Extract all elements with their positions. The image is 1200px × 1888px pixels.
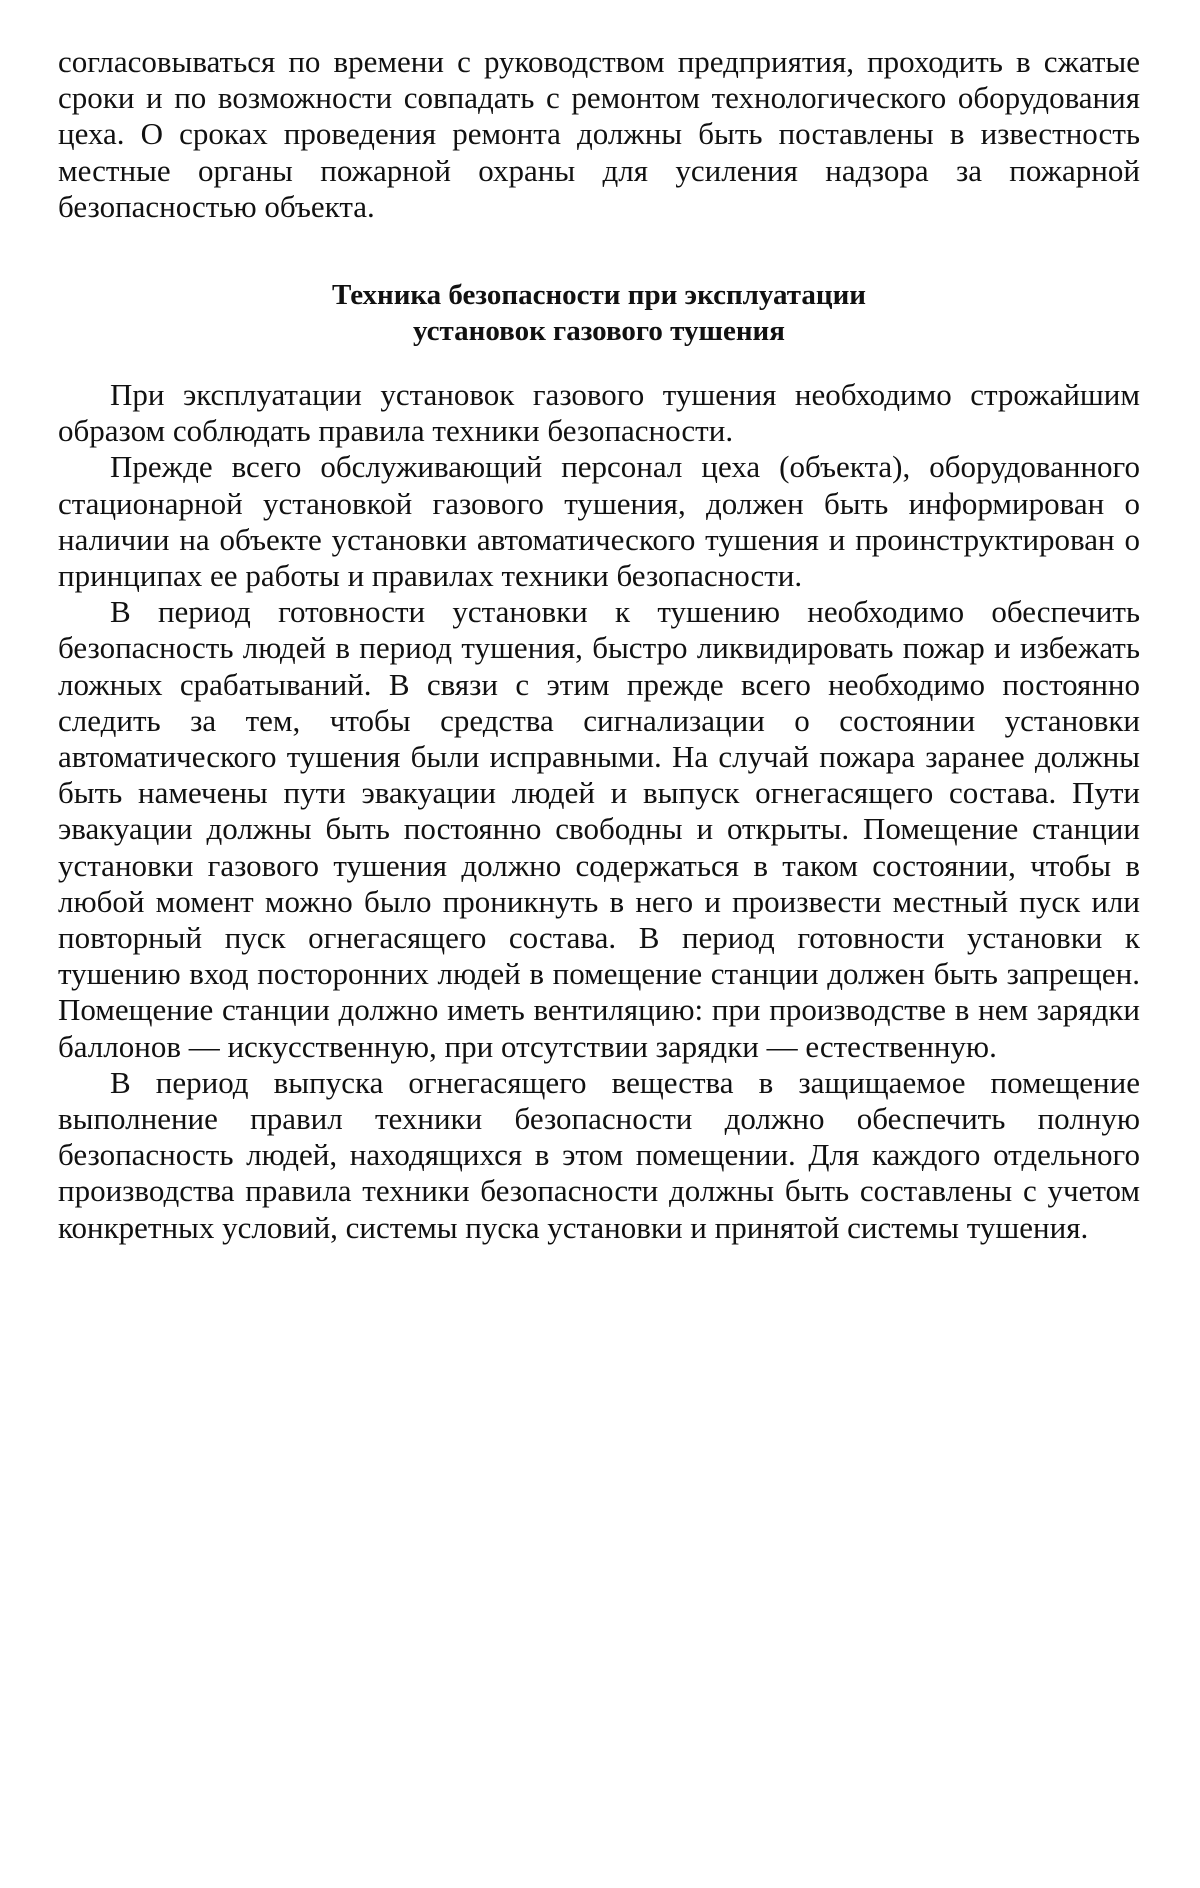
section-title xyxy=(58,277,1140,349)
section-title-line-2: установок газового тушения xyxy=(413,315,785,348)
paragraph-1: При эксплуатации установок газового тушения необходимо строжайшим образом соблюдать правила техники безопасности. xyxy=(58,377,1140,449)
section-title-line-1: Техника безопасности при эксплуатации xyxy=(331,279,867,312)
paragraph-2: Прежде всего обслуживающий персонал цеха (объекта), оборудованного стационарной установкой газового тушения, должен быть информирован о наличии на объекте установки автоматического тушения и проинструктирован о принципах ее работы и правилах техники безопасности. xyxy=(58,449,1140,594)
document-page xyxy=(58,44,1140,1246)
paragraph-3: В период готовности установки к тушению необходимо обеспечить безопасность людей в период тушения, быстро ликвидировать пожар и избежать ложных срабатываний. В связи с этим прежде всего необходимо постоянно следить за тем, чтобы средства сигнализации о состоянии установки автоматического тушения были исправными. На случай пожара заранее должны быть намечены пути эвакуации людей и выпуск огнегасящего состава. Пути эвакуации должны быть постоянно свободны и открыты. Помещение станции установки газового тушения должно содержаться в таком состоянии, чтобы в любой момент можно было проникнуть в него и произвести местный пуск или повторный пуск огнегасящего состава. В период готовности установки к тушению вход посторонних людей в помещение станции должен быть запрещен. Помещение станции должно иметь вентиляцию: при производстве в нем зарядки баллонов — искусственную, при отсутствии зарядки — естественную. xyxy=(58,594,1140,1064)
paragraph-4: В период выпуска огнегасящего вещества в защищаемое помещение выполнение правил техники безопасности должно обеспечить полную безопасность людей, находящихся в этом помещении. Для каждого отдельного производства правила техники безопасности должны быть составлены с учетом конкретных условий, системы пуска установки и принятой системы тушения. xyxy=(58,1064,1140,1245)
intro-paragraph: согласовываться по времени с руководством предприятия, проходить в сжатые сроки и по возможности совпадать с ремонтом технологического оборудования цеха. О сроках проведения ремонта должны быть поставлены в известность местные органы пожарной охраны для усиления надзора за пожарной безопасностью объекта. xyxy=(58,44,1140,224)
